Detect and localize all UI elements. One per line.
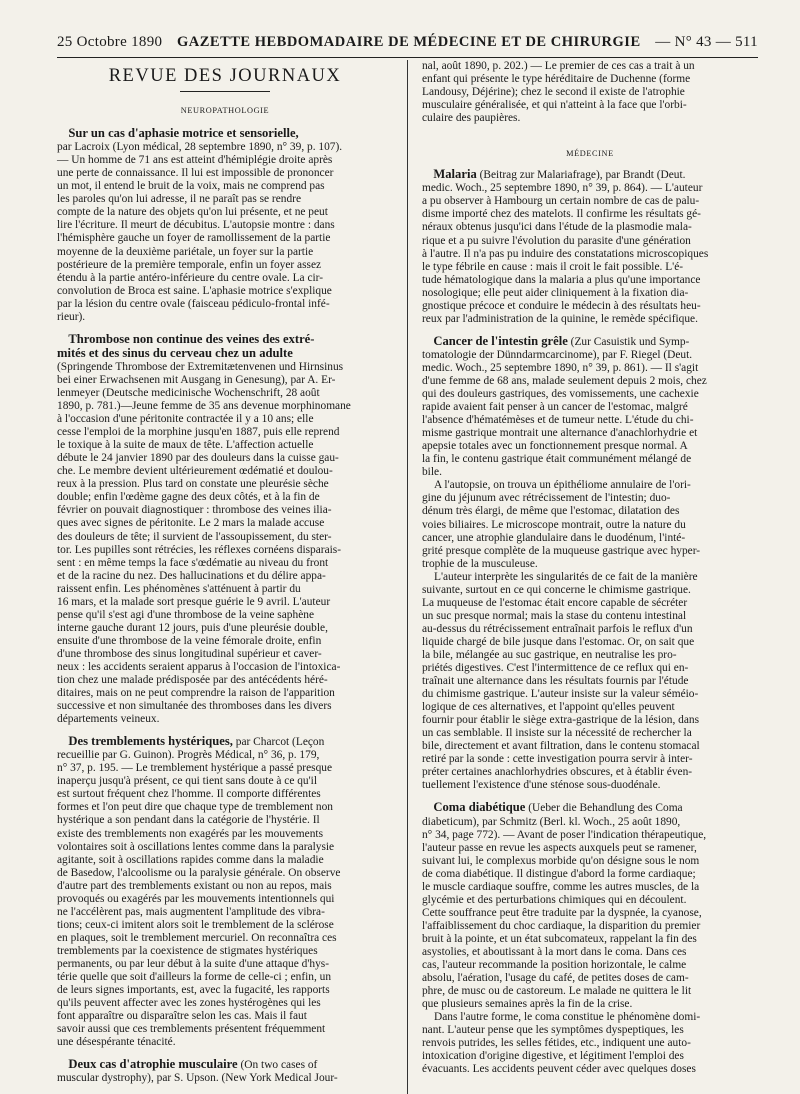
two-column-body (57, 60, 758, 1094)
text-line: volontaires soit à oscillations lentes comme dans la paralysie (57, 840, 335, 853)
text-line: tremblements par la coexistence de stigmates hystériques (57, 944, 318, 957)
text-line: térie quelle que soit d'ailleurs la forme de celle-ci ; enfin, un (57, 971, 332, 984)
text-line: permanents, ou par leur début à la suite d'une attaque d'hys- (57, 958, 330, 970)
text-line: 1890, p. 781.)—Jeune femme de 35 ans devenue morphinomane (57, 400, 351, 413)
text-line: voies biliaires. Le microscope montrait, outre la nature du (421, 518, 686, 531)
article-thrombose (57, 333, 393, 726)
article-title: Cancer de l'intestin grêle (433, 333, 568, 348)
text-line: ditaires, mais on ne peut comprendre la raison de l'apparition (57, 687, 335, 700)
article-lead: (Beitrag zur Malariafrage), par Brandt (Deut. (479, 169, 686, 182)
text-line: cesse l'emploi de la morphine jusqu'en 1887, puis elle reprend (57, 426, 340, 439)
article-paragraph (422, 479, 758, 570)
text-line: recueillie par G. Guinon). Progrès Médical, n° 36, p. 179, (57, 749, 320, 762)
text-line: musculaire généralisée, et qui n'atteint à la face que l'orbi- (421, 99, 687, 112)
text-line: nal, août 1890, p. 202.) — Le premier de ces cas a trait à un (421, 60, 695, 72)
page-header (57, 34, 758, 58)
text-line: le muscle cardiaque souffre, comme les autres muscles, de la (421, 880, 700, 893)
text-line: double; enfin l'œdème gagne des deux côtés, et à la fin de (57, 491, 320, 504)
text-line: une désespérante ténacité. (57, 1036, 176, 1049)
text-line: est surtout fréquent chez l'homme. Il comporte différentes (57, 788, 321, 801)
article-body (422, 60, 758, 125)
text-line: trophie de la musculeuse. (421, 557, 538, 570)
text-line: apepsie totales avec un fonctionnement presque normal. A (421, 440, 688, 453)
article-atrophie-title-line (57, 1058, 393, 1072)
text-line: la bile, mélangée au suc gastrique, en neutralise les pro- (421, 648, 677, 661)
text-line: che. Le membre devient ultérieurement œdématié et doulou- (57, 465, 333, 478)
text-line: évacuants. Les accidents peuvent céder avec quelques doses (421, 1063, 696, 1076)
text-line: d'une thrombose des sinus longitudinal supérieur et caver- (57, 647, 322, 660)
text-line: départements veineux. (57, 713, 160, 726)
text-line: medic. Woch., 25 septembre 1890, n° 39, p. 864). — L'auteur (421, 182, 703, 195)
title-rule (180, 91, 270, 92)
text-line: muscular dystrophy), par S. Upson. (New York Medical Jour- (57, 1072, 338, 1085)
text-line: L'auteur interprète les singularités de ce fait de la manière (433, 570, 698, 583)
text-line: existe des tremblements non exagérés par les mouvements (57, 827, 324, 840)
text-line: lenmeyer (Deutsche medicinische Wochenschrift, 28 août (57, 386, 320, 399)
text-line: intoxication d'origine digestive, et légitiment l'emploi des (421, 1050, 684, 1063)
text-line: inaperçu jusqu'à présent, ce qui tient sans doute à ce qu'il (57, 775, 317, 788)
text-line: tude hématologique dans la malaria a plus qu'une importance (421, 273, 701, 286)
article-coma-diabetique (422, 801, 758, 1076)
text-line: compte de la nature des objets qu'on lui présente, et ne peut (57, 206, 328, 219)
article-body (57, 1072, 393, 1085)
article-lead: par Charcot (Leçon (235, 736, 325, 749)
text-line: phre, de musc ou de castoreum. Le malade ne quittera le lit (421, 985, 692, 998)
text-line: savoir aussi que ces tremblements présentent fréquemment (57, 1023, 326, 1036)
text-line: en plaques, soit le tremblement mercuriel. On reconnaîtra ces (57, 931, 337, 944)
article-thrombose-title-line-1 (57, 333, 393, 347)
article-body (57, 361, 393, 726)
article-title: Coma diabétique (433, 800, 526, 815)
text-line: bile, directement et avant filtration, dans le contenu stomacal (421, 740, 700, 753)
text-line: un cas semblable. Il insiste sur la nécessité de rechercher la (421, 727, 692, 740)
text-line: moyenne de la deuxième pariétale, un foyer sur la partie (57, 245, 314, 258)
article-tremblements (57, 735, 393, 1049)
text-line: traînait une alternance dans les résultats fournis par l'étude (421, 675, 689, 688)
article-title: mités et des sinus du cerveau chez un adulte (57, 345, 293, 360)
text-line: des douleurs de tête; il survient de l'assoupissement, du ster- (57, 530, 332, 543)
text-line: agitante, soit à oscillations rapides comme dans la maladie (57, 853, 324, 866)
text-line: n° 34, page 772). — Avant de poser l'indication thérapeutique, (421, 828, 707, 841)
right-column (422, 60, 758, 1094)
article-aphasie-title-line (57, 127, 393, 141)
text-line: enfant qui présente le type héréditaire de Duchenne (forme (421, 73, 691, 86)
text-line: les paroles qu'on lui adresse, il ne paraît pas se rendre (57, 193, 302, 206)
text-line: ques avec signes de péritonite. Le 2 mars la malade accuse (57, 517, 325, 530)
text-line: rapide avaient fait penser à un cancer de l'estomac, malgré (421, 401, 688, 414)
text-line: Landousy, Déjérine); chez le second il existe de l'atrophie (421, 86, 685, 99)
text-line: formes et l'on peut dire que chaque type de tremblement non (57, 801, 333, 814)
text-line: tomatologie der Dünndarmcarcinome), par F. Riegel (Deut. (421, 348, 693, 361)
text-line: d'autre part des tremblements existant ou non au repos, mais (57, 879, 332, 892)
article-title: Sur un cas d'aphasie motrice et sensorielle, (68, 126, 299, 141)
text-line: cancer, une atrophie glandulaire dans le duodénum, l'inté- (421, 531, 686, 544)
text-line: l'affaiblissement du choc cardiaque, la disparition du premier (421, 919, 701, 932)
text-line: asystolies, et aboutissant à la mort dans le coma. Dans ces (421, 946, 687, 958)
text-line: renvois putrides, les selles fétides, etc., indiquent une auto- (421, 1037, 691, 1050)
text-line: ensuite d'une thrombose de la veine fémorale droite, enfin (57, 634, 322, 647)
article-lead: (On two cases of (240, 1059, 318, 1072)
article-title: Malaria (433, 167, 477, 182)
text-line: Dans l'autre forme, le coma constitue le phénomène domi- (433, 1011, 701, 1024)
article-aphasie (57, 127, 393, 324)
text-line: bei einer Erwachsenen mit Ausgang in Genesung), par A. Er- (57, 373, 336, 386)
text-line: grité presque complète de la muqueuse gastrique avec hyper- (421, 544, 701, 557)
text-line: à l'occasion d'une péritonite contractée il y a 10 ans; elle (57, 413, 314, 426)
text-line: l'auteur passe en revue les aspects auxquels peut se ramener, (421, 841, 697, 854)
text-line: de coma diabétique. Il distingue d'abord la forme cardiaque; (421, 867, 696, 880)
text-line: diabeticum), par Schmitz (Berl. kl. Woch., 25 août 1890, (421, 815, 681, 828)
article-coma-title-line (422, 801, 758, 815)
text-line: au-dessus du rétrécissement entraînait parfois le reflux d'un (421, 622, 693, 635)
rubric-medecine: MÉDECINE (566, 149, 614, 159)
text-line: nosologique; elle peut aider cliniquement à la fixation dia- (421, 286, 689, 299)
article-cancer-title-line (422, 335, 758, 349)
text-line: bile. (421, 466, 442, 479)
article-thrombose-title-line-2 (57, 347, 393, 361)
text-line: tuellement l'existence d'une sténose sous-duodénale. (421, 779, 661, 792)
text-line: gine du jéjunum avec rétrécissement de l'intestin; duo- (421, 492, 671, 505)
article-body (422, 349, 758, 479)
text-line: pense qu'il s'est agi d'une thrombose de la veine saphène (57, 608, 314, 621)
text-line: ne l'accélèrent pas, mais augmentent l'amplitude des vibra- (57, 905, 325, 918)
text-line: medic. Woch., 25 septembre 1890, n° 39, p. 861). — Il s'agit (421, 361, 699, 374)
text-line: cas, l'auteur recommande la position horizontale, le calme (421, 959, 687, 972)
text-line: le type fébrile en cause : mais il croit le fait possible. L'é- (421, 260, 684, 273)
text-line: n° 37, p. 195. — Le tremblement hystérique a passé presque (57, 762, 333, 775)
text-line: la fin, le contenu gastrique était communément mélangé de (421, 453, 692, 466)
article-malaria-title-line (422, 168, 758, 182)
text-line: rieur). (57, 310, 86, 323)
text-line: (Springende Thrombose der Extremitætenvenen und Hirnsinus (57, 360, 344, 373)
text-line: un suc presque normal; mais la stase du contenu intestinal (421, 609, 687, 622)
text-line: glycémie et des perturbations chimiques qui en découlent. (421, 893, 687, 906)
article-title: Deux cas d'atrophie musculaire (68, 1057, 238, 1072)
text-line: disme importé chez des matelots. Il confirme les résultats gé- (421, 208, 701, 221)
text-line: l'hémisphère gauche un foyer de ramollissement de la partie (57, 232, 331, 245)
article-paragraph (422, 571, 758, 793)
header-date: 25 Octobre 1890 (57, 34, 163, 50)
rubric-neuropathologie: NEUROPATHOLOGIE (180, 106, 270, 116)
text-line: du chimisme gastrique. L'auteur insiste sur la valeur séméio- (421, 688, 699, 701)
article-body (57, 141, 393, 324)
text-line: lire l'écriture. Il meurt de décubitus. L'autopsie montre : dans (57, 219, 335, 232)
article-paragraph (422, 1011, 758, 1076)
article-atrophie-continued (422, 60, 758, 125)
text-line: La muqueuse de l'estomac était encore capable de sécréter (421, 596, 688, 609)
text-line: débute le 24 janvier 1890 par des douleurs dans la cuisse gau- (57, 452, 339, 465)
text-line: par la lésion du centre ovale (faisceau pédiculo-frontal infé- (57, 297, 330, 310)
text-line: et de la racine du nez. Des hallucinations et du délire appa- (57, 569, 326, 582)
text-line: à l'autre. Il n'a pas pu induire des constatations microscopiques (421, 247, 709, 260)
text-line: de leurs signes importants, est, avec la fugacité, les rapports (57, 984, 330, 997)
article-atrophie (57, 1058, 393, 1085)
section-title: REVUE DES JOURNAUX (108, 66, 342, 86)
article-body (422, 816, 758, 1012)
text-line: 16 mars, et la malade sort presque guérie le 9 avril. L'auteur (57, 595, 331, 608)
text-line: A l'autopsie, on trouva un épithéliome annulaire de l'ori- (433, 479, 691, 492)
text-line: le toxique à la suite de maux de tête. L'affection actuelle (57, 439, 314, 452)
text-line: font apparaître ou disparaître selon les cas. Mais il faut (57, 1010, 307, 1023)
text-line: gnostique précoce et conduire le médecin à des résultats heu- (421, 299, 701, 312)
text-line: absolu, l'aération, l'usage du café, de petites doses de cam- (421, 972, 689, 985)
article-lead: (Zur Casuistik und Symp- (570, 335, 690, 348)
text-line: février on pouvait diagnostiquer : thrombose des veines ilia- (57, 504, 332, 517)
text-line: que plusieurs semaines après la fin de la crise. (421, 998, 633, 1011)
header-page-number: — N° 43 — 511 (655, 34, 758, 50)
article-body (57, 749, 393, 1049)
article-title: Thrombose non continue des veines des extré- (68, 331, 315, 346)
article-lead: (Ueber die Behandlung des Coma (528, 802, 683, 815)
article-tremblements-title-line (57, 735, 393, 749)
text-line: a pu observer à Hambourg un certain nombre de cas de palu- (421, 195, 700, 208)
text-line: un mot, il entend le bruit de la voix, mais ne comprend pas (57, 180, 325, 193)
text-line: préter certaines anachlorhydries obscures, et à établir éven- (421, 766, 693, 779)
article-malaria (422, 168, 758, 326)
text-line: de Basedow, l'alcoolisme ou la paralysie générale. On observe (57, 866, 341, 879)
text-line: qui des douleurs gastriques, des vomissements, une cachexie (421, 388, 699, 401)
text-line: nant. L'auteur pense que les symptômes dyspeptiques, les (421, 1024, 684, 1037)
text-line: misme gastrique montrait une alternance d'anachlorhydrie et (421, 427, 698, 440)
text-line: tion chez une malade prédisposée par des antécédents héré- (57, 674, 328, 687)
column-divider (407, 60, 408, 1094)
text-line: étendu à la partie antéro-inférieure du centre ovale. La cir- (57, 271, 324, 284)
text-line: sent : en même temps la face s'œdématie au niveau du front (57, 556, 329, 569)
text-line: reux par l'administration de la quinine, le remède spécifique. (421, 312, 698, 325)
text-line: neux : les accidents seraient apparus à l'occasion de l'intoxica- (57, 660, 341, 673)
text-line: priétés digestives. C'est l'intermittence de ce reflux qui en- (421, 662, 689, 675)
text-line: rique et a pu suivre l'évolution du parasite d'une génération (421, 234, 691, 247)
text-line: qu'ils peuvent affecter avec les zones hystérogènes qui les (57, 997, 321, 1010)
text-line: une perte de connaissance. Il lui est impossible de prononcer (57, 167, 334, 180)
text-line: tions; ceux-ci imitent alors soit le tremblement de la sclérose (57, 918, 334, 931)
text-line: d'une femme de 68 ans, malade seulement depuis 2 mois, chez (421, 374, 707, 387)
text-line: retiré par la sonde : cette investigation pourra servir à inter- (421, 753, 693, 766)
text-line: interne gauche durant 12 jours, puis d'une pleurésie double, (57, 621, 328, 634)
article-cancer-intestin (422, 335, 758, 793)
text-line: bruit à la pointe, et un état subcomateux, rappelant la fin des (421, 932, 697, 945)
text-line: néraux obtenus jusqu'ici dans l'étude de la plasmodie mala- (421, 221, 692, 234)
text-line: liquide chargé de bile jusque dans l'estomac. Or, on sait que (421, 635, 695, 648)
text-line: dénum très élargi, de même que l'estomac, dilatation des (421, 505, 680, 518)
text-line: successive et non simultanée des thromboses dans les divers (57, 700, 332, 713)
text-line: fournir pour établir le siège extra-gastrique de la lésion, dans (421, 714, 700, 727)
text-line: raissent enfin. Les phénomènes s'atténuent à partir du (57, 582, 301, 595)
article-title: Des tremblements hystériques, (68, 734, 233, 749)
text-line: tor. Les pupilles sont rétrécies, les réflexes cornéens disparais- (57, 543, 342, 556)
text-line: — Un homme de 71 ans est atteint d'hémiplégie droite après (57, 154, 333, 167)
text-line: culaire des paupières. (421, 112, 521, 125)
text-line: convolution de Broca est saine. L'aphasie motrice s'explique (57, 284, 332, 297)
article-body (422, 182, 758, 326)
text-line: par Lacroix (Lyon médical, 28 septembre 1890, n° 39, p. 107). (57, 141, 343, 154)
left-column (57, 60, 393, 1094)
text-line: suivante, surtout en ce qui concerne le chimisme gastrique. (421, 583, 691, 596)
text-line: logique de ces alternatives, et l'appoint qu'elles peuvent (421, 701, 675, 714)
header-journal-title: GAZETTE HEBDOMADAIRE DE MÉDECINE ET DE CHIRURGIE (176, 34, 641, 50)
text-line: provoqués ou exagérés par les mouvements intentionnels qui (57, 892, 335, 905)
text-line: suivant lui, le complexus morbide qu'on désigne sous le nom (421, 854, 700, 867)
text-line: hystérique a son pendant dans la catégorie de l'hystérie. Il (57, 814, 320, 827)
text-line: Cette souffrance peut être traduite par la dyspnée, la cyanose, (421, 906, 702, 919)
text-line: reux à la pression. Plus tard on constate une pleurésie sèche (57, 478, 329, 491)
text-line: postérieure de la première temporale, enfin un foyer assez (57, 258, 322, 271)
text-line: l'absence d'hématémèses et de tumeur nette. L'étude du chi- (421, 414, 694, 427)
